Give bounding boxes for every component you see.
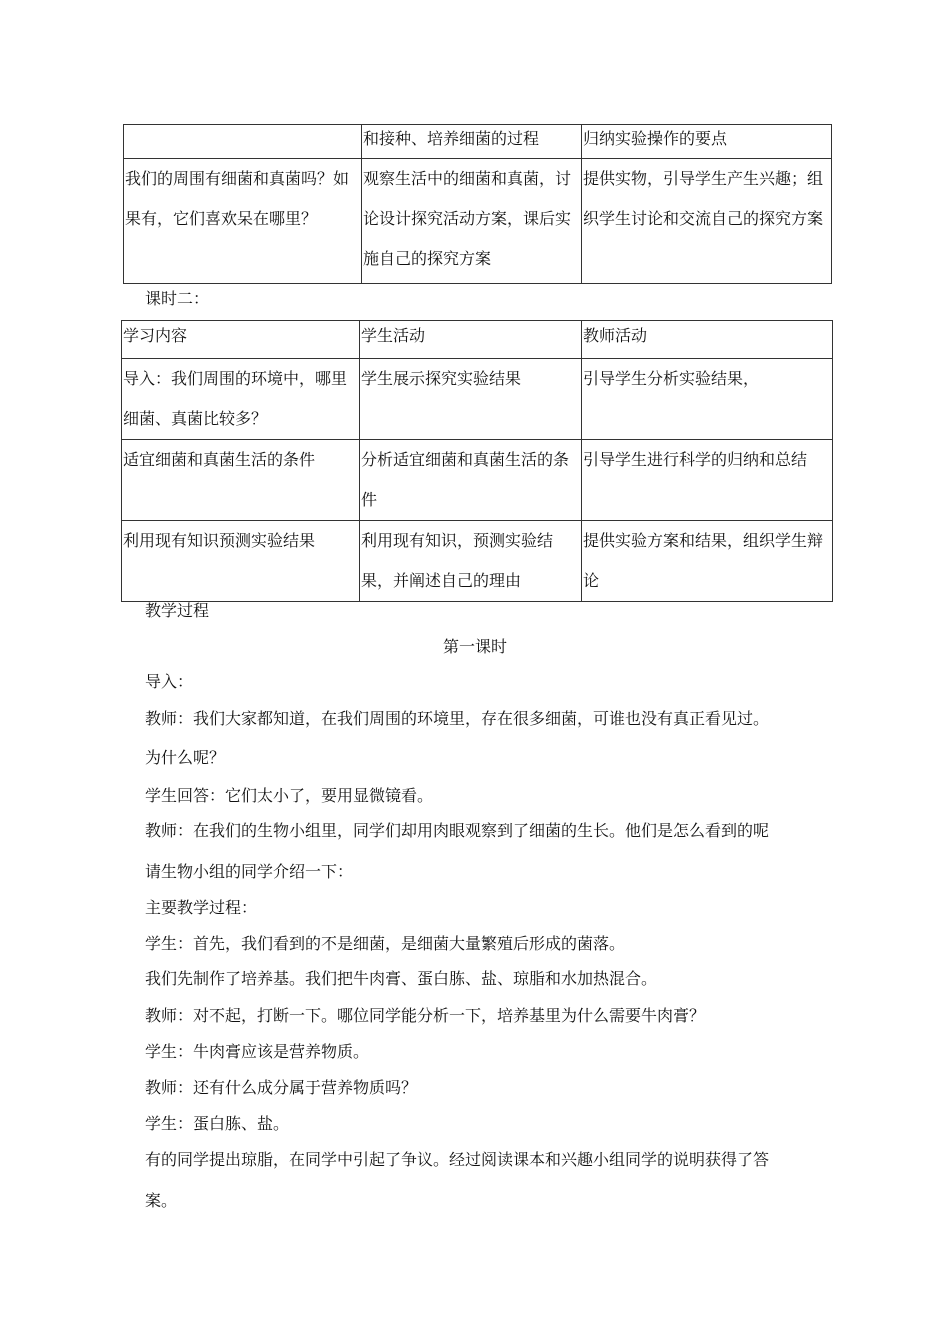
table-row [122, 440, 833, 521]
table-cell: 归纳实验操作的要点 [582, 125, 832, 159]
table-row [124, 125, 832, 159]
column-header: 教师活动 [582, 321, 833, 359]
paragraph-line: 导入： [145, 672, 194, 691]
column-header: 学习内容 [122, 321, 360, 359]
paragraph-line: 主要教学过程： [145, 898, 258, 917]
table-cell: 适宜细菌和真菌生活的条件 [122, 440, 360, 521]
table-cell: 提供实验方案和结果，组织学生辩论 [582, 521, 833, 602]
paragraph-line: 有的同学提出琼脂，在同学中引起了争议。经过阅读课本和兴趣小组同学的说明获得了答 [145, 1150, 770, 1169]
paragraph-line: 学生回答：它们太小了，要用显微镜看。 [145, 786, 434, 805]
table-cell: 导入：我们周围的环境中，哪里细菌、真菌比较多？ [122, 359, 360, 440]
table-row [122, 359, 833, 440]
table-cell: 提供实物，引导学生产生兴趣；组织学生讨论和交流自己的探究方案 [582, 159, 832, 284]
table-cell: 我们的周围有细菌和真菌吗？如果有，它们喜欢呆在哪里？ [124, 159, 362, 284]
table-row [122, 521, 833, 602]
paragraph-line: 为什么呢？ [145, 748, 226, 767]
paragraph-line: 案。 [145, 1191, 178, 1210]
lesson-two-label: 课时二： [145, 289, 210, 308]
paragraph-line: 教师：我们大家都知道，在我们周围的环境里，存在很多细菌，可谁也没有真正看见过。 [145, 709, 770, 728]
paragraph-line: 教师：还有什么成分属于营养物质吗？ [145, 1078, 418, 1097]
paragraph-line: 学生：牛肉膏应该是营养物质。 [145, 1042, 370, 1061]
paragraph-line: 请生物小组的同学介绍一下： [145, 862, 354, 881]
paragraph-line: 学生：蛋白胨、盐。 [145, 1114, 290, 1133]
paragraph-line: 我们先制作了培养基。我们把牛肉膏、蛋白胨、盐、琼脂和水加热混合。 [145, 969, 658, 988]
paragraph-line: 教师：在我们的生物小组里，同学们却用肉眼观察到了细菌的生长。他们是怎么看到的呢 [145, 821, 770, 840]
table-cell: 引导学生分析实验结果， [582, 359, 833, 440]
table-cell: 利用现有知识预测实验结果 [122, 521, 360, 602]
table-lesson-two [121, 320, 833, 602]
table-cell: 引导学生进行科学的归纳和总结 [582, 440, 833, 521]
table-cell: 观察生活中的细菌和真菌，讨论设计探究活动方案，课后实施自己的探究方案 [362, 159, 582, 284]
table-cell: 学生展示探究实验结果 [360, 359, 582, 440]
section-title: 教学过程 [145, 601, 210, 620]
column-header: 学生活动 [360, 321, 582, 359]
paragraph-line: 学生：首先，我们看到的不是细菌，是细菌大量繁殖后形成的菌落。 [145, 934, 626, 953]
paragraph-line: 教师：对不起，打断一下。哪位同学能分析一下，培养基里为什么需要牛肉膏？ [145, 1006, 706, 1025]
table-cell: 利用现有知识，预测实验结果，并阐述自己的理由 [360, 521, 582, 602]
table-header-row [122, 321, 833, 359]
table-cell [124, 125, 362, 159]
table-row [124, 159, 832, 284]
lesson-title: 第一课时 [442, 637, 507, 656]
table-cell: 和接种、培养细菌的过程 [362, 125, 582, 159]
table-lesson-one-continued [123, 124, 832, 284]
table-cell: 分析适宜细菌和真菌生活的条件 [360, 440, 582, 521]
